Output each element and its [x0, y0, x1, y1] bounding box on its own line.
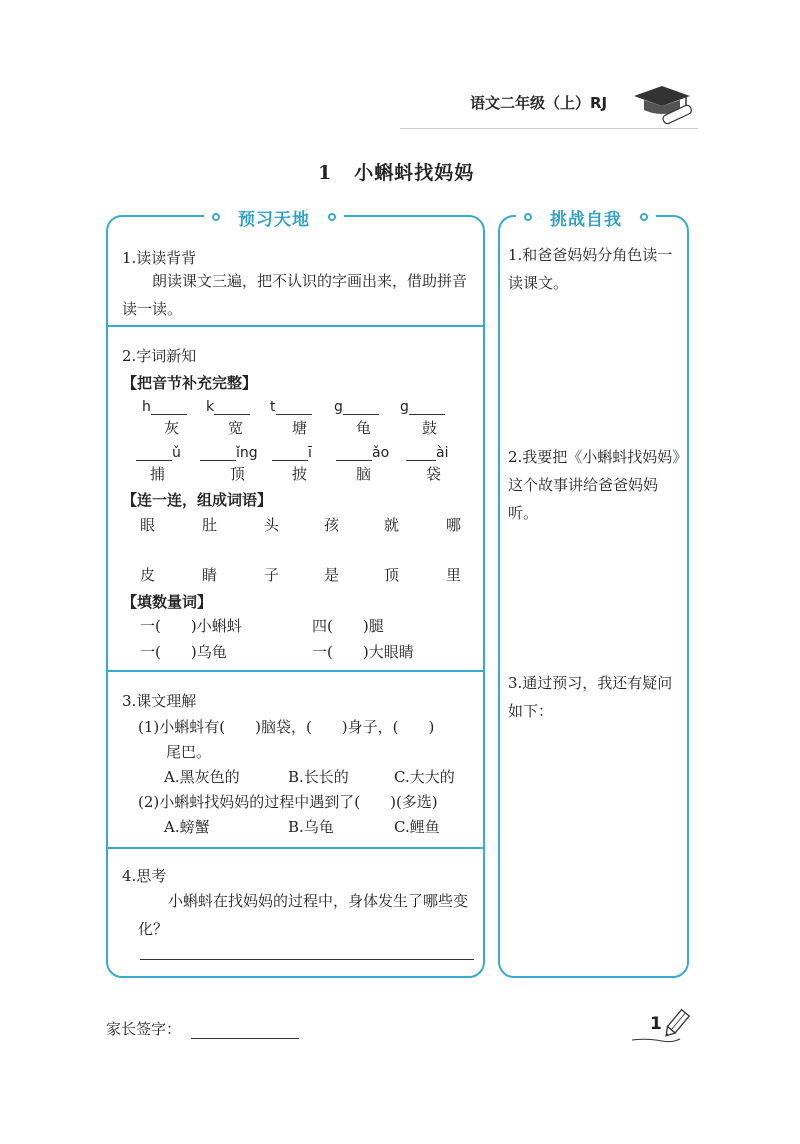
challenge-item-2: 2.我要把《小蝌蚪找妈妈》这个故事讲给爸爸妈妈听。 [508, 448, 680, 522]
hanzi: 宽 [228, 419, 244, 437]
pinyin-row-1 [122, 397, 462, 441]
q3-sub2-text: (2)小蝌蚪找妈妈的过程中遇到了( )(多选) [138, 793, 438, 811]
hanzi: 灰 [164, 419, 180, 437]
pinyin-label: 【把音节补充完整】 [122, 374, 258, 392]
connect-char[interactable]: 肚 [202, 516, 218, 534]
dot-icon [212, 213, 220, 221]
q4-heading: 4.思考 [122, 867, 167, 885]
dot-icon [328, 213, 336, 221]
hanzi: 塘 [292, 419, 308, 437]
pencil-icon [628, 1008, 698, 1048]
q4-text: 小蝌蚪在找妈妈的过程中，身体发生了哪些变化？ [138, 892, 469, 938]
pinyin-blank[interactable] [276, 400, 312, 415]
graduation-cap-icon [628, 80, 698, 126]
dot-icon [524, 213, 532, 221]
answer-line[interactable] [140, 959, 474, 960]
q3-sub1-text-cont: 尾巴。 [166, 743, 212, 761]
q3-heading: 3.课文理解 [122, 692, 197, 710]
pinyin-blank[interactable] [200, 446, 236, 461]
connect-char[interactable]: 眼 [140, 516, 156, 534]
dot-icon [640, 213, 648, 221]
pinyin-blank[interactable] [343, 400, 379, 415]
signature-line[interactable] [191, 1021, 299, 1039]
q1-heading: 1.读读背背 [122, 249, 197, 267]
header-rule [400, 128, 698, 129]
challenge-panel [498, 209, 689, 978]
connect-char[interactable]: 子 [264, 566, 280, 584]
hanzi: 捕 [150, 465, 166, 483]
section-divider [108, 847, 483, 849]
connect-char[interactable]: 哪 [446, 516, 462, 534]
challenge-panel-title [516, 203, 656, 231]
pinyin-item [334, 397, 394, 441]
pinyin-item [272, 443, 332, 487]
section-divider [108, 670, 483, 672]
hanzi: 袋 [426, 465, 442, 483]
connect-char[interactable]: 顶 [384, 566, 400, 584]
choice-option[interactable]: C.鲤鱼 [394, 818, 440, 836]
hanzi: 披 [292, 465, 308, 483]
choice-option[interactable]: C.大大的 [394, 768, 455, 786]
choice-option[interactable]: A.螃蟹 [164, 818, 210, 836]
preview-panel-title [204, 203, 344, 231]
subject-header: 语文二年级（上）RJ [470, 94, 608, 112]
section-divider [108, 325, 483, 327]
pinyin-initial: h [142, 399, 151, 415]
challenge-panel-title-text: 挑战自我 [550, 209, 622, 230]
pinyin-item [270, 397, 330, 441]
challenge-item-3: 3.通过预习，我还有疑问如下： [508, 674, 673, 720]
pinyin-blank[interactable] [272, 446, 308, 461]
pinyin-initial: t [270, 399, 276, 415]
lesson-number: 1 [318, 162, 333, 184]
connect-label: 【连一连，组成词语】 [122, 491, 273, 509]
pinyin-initial: k [206, 399, 215, 415]
measure-item[interactable]: 一( )小蝌蚪 [140, 617, 242, 635]
connect-char[interactable]: 里 [446, 566, 462, 584]
preview-panel-title-text: 预习天地 [238, 209, 310, 230]
measure-label: 【填数量词】 [122, 593, 213, 611]
pinyin-blank[interactable] [214, 400, 250, 415]
hanzi: 脑 [356, 465, 372, 483]
pinyin-final: ǐng [236, 445, 258, 461]
pinyin-initial: g [334, 399, 343, 415]
connect-bottom-row [128, 564, 462, 586]
pinyin-row-2 [122, 443, 462, 487]
pinyin-blank[interactable] [136, 446, 172, 461]
pinyin-blank[interactable] [151, 400, 187, 415]
connect-char[interactable]: 就 [384, 516, 400, 534]
connect-top-row [128, 514, 462, 536]
q3-sub1-text: (1)小蝌蚪有( )脑袋，( )身子，( ) [138, 718, 435, 736]
preview-panel [106, 209, 485, 978]
connect-char[interactable]: 孩 [324, 516, 340, 534]
lesson-title [318, 158, 474, 185]
pinyin-item [142, 397, 202, 441]
pinyin-final: ǔ [172, 445, 181, 461]
q2-heading: 2.字词新知 [122, 347, 197, 365]
pinyin-item [200, 443, 260, 487]
choice-option[interactable]: B.乌龟 [288, 818, 334, 836]
pinyin-item [406, 443, 466, 487]
lesson-name: 小蝌蚪找妈妈 [354, 162, 475, 184]
challenge-item-1: 1.和爸爸妈妈分角色读一读课文。 [508, 246, 673, 292]
measure-item[interactable]: 四( )腿 [312, 617, 384, 635]
pinyin-initial: g [400, 399, 409, 415]
connect-char[interactable]: 睛 [202, 566, 218, 584]
pinyin-final: ī [308, 445, 312, 461]
pinyin-blank[interactable] [406, 446, 436, 461]
q1-text: 朗读课文三遍，把不认识的字画出来，借助拼音读一读。 [122, 272, 468, 318]
hanzi: 顶 [230, 465, 246, 483]
connect-char[interactable]: 头 [264, 516, 280, 534]
parent-signature [106, 1018, 299, 1039]
measure-item[interactable]: 一( )乌龟 [140, 643, 227, 661]
signature-label: 家长签字： [106, 1020, 182, 1038]
connect-char[interactable]: 是 [324, 566, 340, 584]
pinyin-item [136, 443, 196, 487]
pinyin-blank[interactable] [409, 400, 445, 415]
pinyin-final: ài [436, 445, 449, 461]
pinyin-final: ǎo [372, 445, 390, 461]
hanzi: 鼓 [422, 419, 438, 437]
connect-char[interactable]: 皮 [140, 566, 156, 584]
pinyin-blank[interactable] [336, 446, 372, 461]
page-number: 1 [650, 1014, 662, 1034]
pinyin-item [336, 443, 396, 487]
hanzi: 龟 [356, 419, 372, 437]
pinyin-item [206, 397, 266, 441]
pinyin-item [400, 397, 460, 441]
choice-option[interactable]: B.长长的 [288, 768, 349, 786]
choice-option[interactable]: A.黑灰色的 [164, 768, 240, 786]
measure-item[interactable]: 一( )大眼睛 [312, 643, 414, 661]
